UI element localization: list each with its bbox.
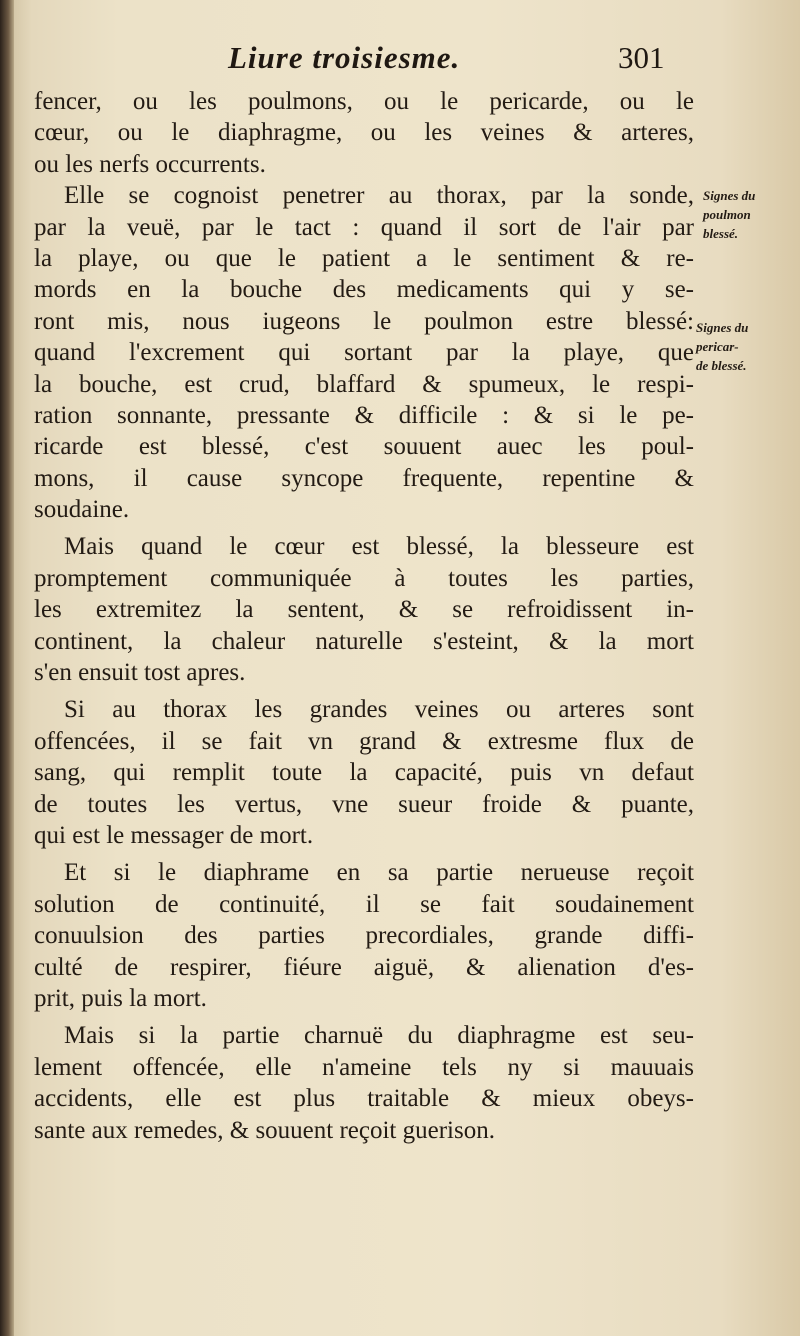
margin-note-line: blessé.	[703, 226, 739, 241]
text-line: lement offencée, elle n'ameine tels ny si mauuais	[34, 1053, 694, 1081]
page-number: 301	[618, 40, 665, 75]
text-line: Si au thorax les grandes veines ou arteres sont	[64, 696, 694, 724]
text-line: Elle se cognoist penetrer au thorax, par la sonde,	[64, 182, 694, 210]
text-line: conuulsion des parties precordiales, grande diffi-	[34, 922, 694, 950]
running-title: Liure troisiesme.	[228, 40, 461, 75]
text-line: continent, la chaleur naturelle s'esteint, & la mort	[34, 627, 694, 655]
text-line: promptement communiquée à toutes les parties,	[34, 564, 694, 592]
text-line: qui est le messager de mort.	[34, 821, 314, 849]
text-line: quand l'excrement qui sortant par la playe, que	[34, 339, 694, 367]
text-line: par la veuë, par le tact : quand il sort de l'air par	[34, 213, 694, 241]
text-line: Mais quand le cœur est blessé, la blesseure est	[64, 533, 694, 561]
margin-note-line: de blessé.	[696, 358, 747, 373]
text-line: fencer, ou les poulmons, ou le pericarde, ou le	[34, 88, 694, 115]
text-line: ricarde est blessé, c'est souuent auec les poul-	[34, 433, 694, 461]
text-line: ront mis, nous iugeons le poulmon estre blessé:	[34, 307, 694, 335]
margin-note-poulmon	[703, 186, 755, 243]
text-line: prit, puis la mort.	[34, 984, 207, 1012]
text-line: soudaine.	[34, 496, 130, 524]
text-line: offencées, il se fait vn grand & extresme flux de	[34, 727, 694, 755]
text-line: accidents, elle est plus traitable & mieux obeys-	[34, 1085, 694, 1113]
margin-note-line: pericar-	[696, 339, 739, 354]
text-line: s'en ensuit tost apres.	[34, 659, 246, 687]
text-line: ration sonnante, pressante & difficile : & si le pe-	[34, 401, 694, 429]
text-line: mords en la bouche des medicaments qui y se-	[34, 276, 694, 304]
text-line: culté de respirer, fiéure aiguë, & alienation d'es-	[34, 953, 694, 981]
text-line: de toutes les vertus, vne sueur froide & puante,	[34, 790, 694, 818]
page-gutter	[0, 0, 14, 1336]
margin-note-pericarde	[696, 318, 748, 375]
margin-note-line: Signes du	[703, 188, 756, 203]
text-line: sante aux remedes, & souuent reçoit guerison.	[34, 1116, 495, 1144]
text-line: cœur, ou le diaphragme, ou les veines & arteres,	[34, 119, 694, 147]
page-header	[0, 40, 800, 90]
margin-note-line: Signes du	[696, 320, 749, 335]
text-line: la bouche, est crud, blaffard & spumeux, le respi-	[34, 370, 694, 398]
text-line: solution de continuité, il se fait soudainement	[34, 890, 694, 918]
body-text	[34, 86, 694, 1146]
text-line: les extremitez la sentent, & se refroidissent in-	[34, 596, 694, 624]
text-line: ou les nerfs occurrents.	[34, 150, 266, 178]
text-line: Mais si la partie charnuë du diaphragme est seu-	[64, 1022, 694, 1050]
text-line: sang, qui remplit toute la capacité, puis vn defaut	[34, 759, 694, 787]
margin-note-line: poulmon	[703, 207, 751, 222]
text-line: mons, il cause syncope frequente, repentine &	[34, 464, 694, 492]
text-line: Et si le diaphrame en sa partie nerueuse reçoit	[64, 859, 694, 887]
text-line: la playe, ou que le patient a le sentiment & re-	[34, 244, 694, 272]
